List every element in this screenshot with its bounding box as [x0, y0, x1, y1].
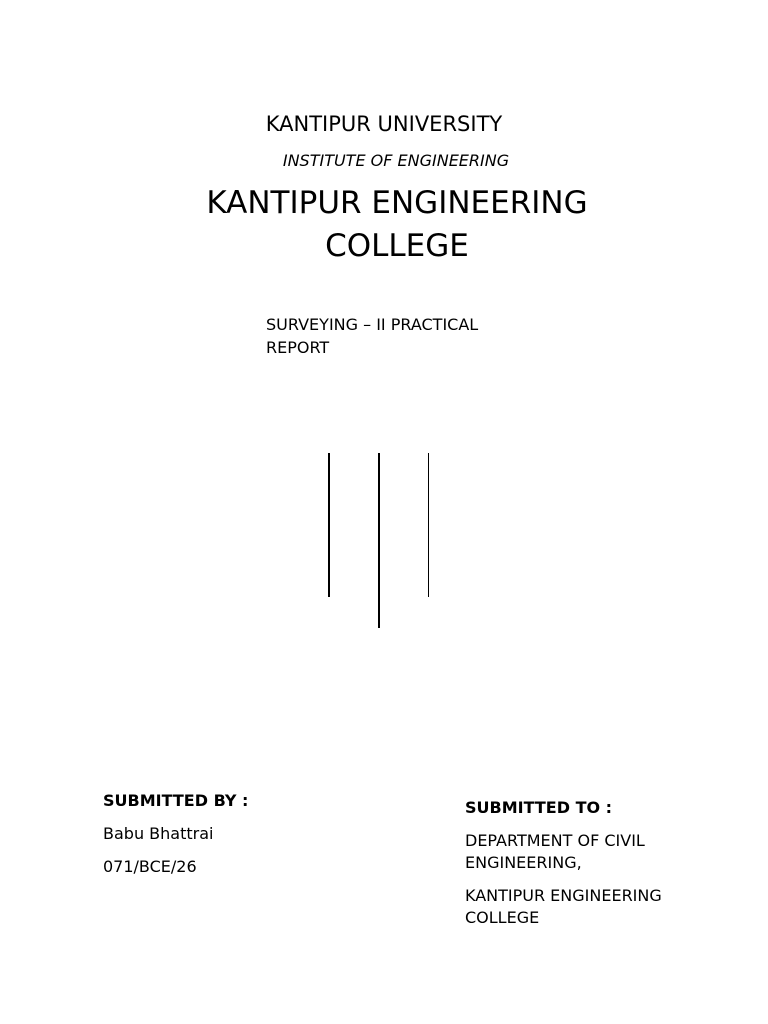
submitted-to-heading: SUBMITTED TO : [465, 798, 613, 817]
decorative-vertical-line-center [378, 453, 380, 628]
report-title-line-1: SURVEYING – II PRACTICAL [266, 315, 479, 334]
institute-name: INSTITUTE OF ENGINEERING [282, 151, 510, 170]
submitted-by-section [103, 790, 353, 889]
university-name: KANTIPUR UNIVERSITY [265, 112, 503, 136]
submitter-roll-number: 071/BCE/26 [103, 857, 197, 876]
college-name-line-2: COLLEGE [325, 228, 469, 264]
decorative-vertical-line-left [328, 453, 330, 597]
submitted-to-section [465, 797, 725, 940]
submitter-name: Babu Bhattrai [103, 824, 214, 843]
recipient-college [465, 885, 725, 929]
decorative-vertical-line-right [428, 453, 429, 597]
college-name-line-1: KANTIPUR ENGINEERING [206, 185, 588, 221]
college-name [180, 182, 614, 268]
recipient-department-line-1: DEPARTMENT OF CIVIL [465, 831, 645, 850]
report-title-line-2: REPORT [266, 338, 330, 357]
recipient-college-line-1: KANTIPUR ENGINEERING [465, 886, 662, 905]
submitted-by-heading: SUBMITTED BY : [103, 791, 249, 810]
report-title [266, 313, 526, 359]
recipient-department [465, 830, 725, 874]
recipient-department-line-2: ENGINEERING, [465, 853, 582, 872]
recipient-college-line-2: COLLEGE [465, 908, 540, 927]
